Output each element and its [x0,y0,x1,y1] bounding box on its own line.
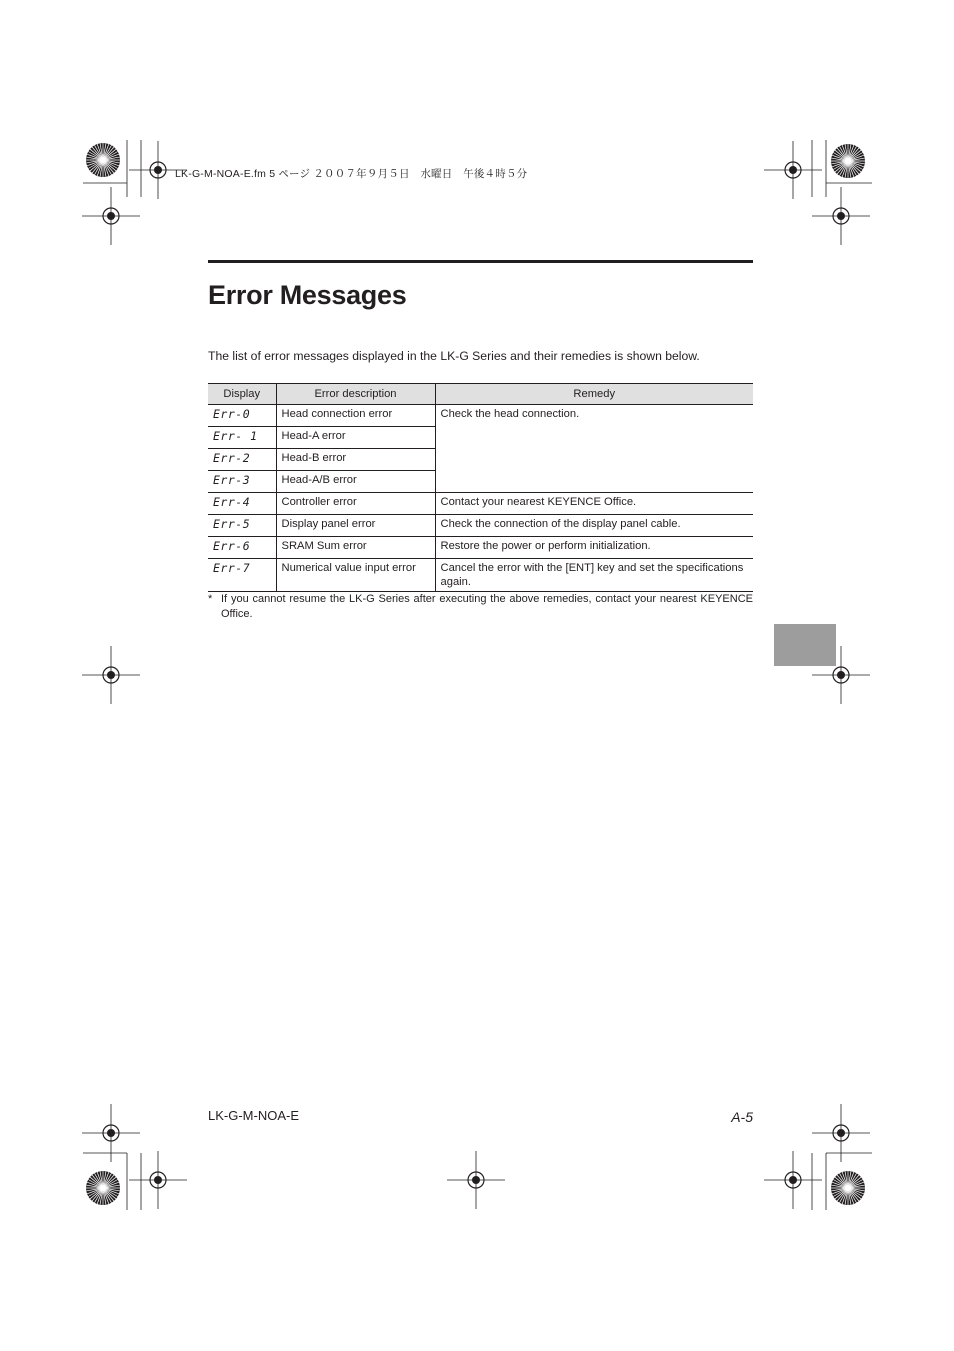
error-description: SRAM Sum error [276,537,435,559]
error-code: Err-4 [208,493,276,515]
color-bar-center [100,157,106,163]
error-code: Err-0 [208,405,276,427]
color-bar-center [845,1185,851,1191]
error-code: Err-6 [208,537,276,559]
error-description: Display panel error [276,515,435,537]
intro-paragraph: The list of error messages displayed in the LK-G Series and their remedies is shown below. [208,349,700,363]
error-remedy: Check the head connection. [435,405,753,493]
color-bar-center [100,1185,106,1191]
error-description: Head-A/B error [276,471,435,493]
error-remedy: Cancel the error with the [ENT] key and set the specifications again. [435,559,753,592]
footnote-text: If you cannot resume the LK-G Series after executing the above remedies, contact your nearest KEYENCE Office. [221,593,753,620]
page-title: Error Messages [208,280,407,310]
color-bar-center [845,158,851,164]
header-display: Display [208,384,276,405]
error-description: Controller error [276,493,435,515]
error-code: Err- 1 [208,427,276,449]
table-row [208,405,753,427]
header-remedy: Remedy [435,384,753,405]
error-remedy: Restore the power or perform initialization. [435,537,753,559]
error-code: Err-2 [208,449,276,471]
error-code: Err-3 [208,471,276,493]
error-table [208,383,753,592]
error-description: Head-A error [276,427,435,449]
header-error-description: Error description [276,384,435,405]
file-slug: LK-G-M-NOA-E.fm 5 ページ ２００７年９月５日 水曜日 午後４時５分 [175,168,528,180]
error-code: Err-5 [208,515,276,537]
section-tab [774,624,836,666]
table-row [208,515,753,537]
footer-manual-code: LK-G-M-NOA-E [208,1108,299,1123]
error-code: Err-7 [208,559,276,592]
footnote-marker: * [208,593,213,605]
error-remedy: Check the connection of the display panel cable. [435,515,753,537]
error-description: Head-B error [276,449,435,471]
error-remedy: Contact your nearest KEYENCE Office. [435,493,753,515]
table-row [208,493,753,515]
footer-page-number: A-5 [731,1109,753,1125]
error-description: Head connection error [276,405,435,427]
heading-rule [208,260,753,263]
table-row [208,537,753,559]
footnote [208,592,753,622]
table-header-row [208,384,753,405]
table-row [208,559,753,592]
error-description: Numerical value input error [276,559,435,592]
